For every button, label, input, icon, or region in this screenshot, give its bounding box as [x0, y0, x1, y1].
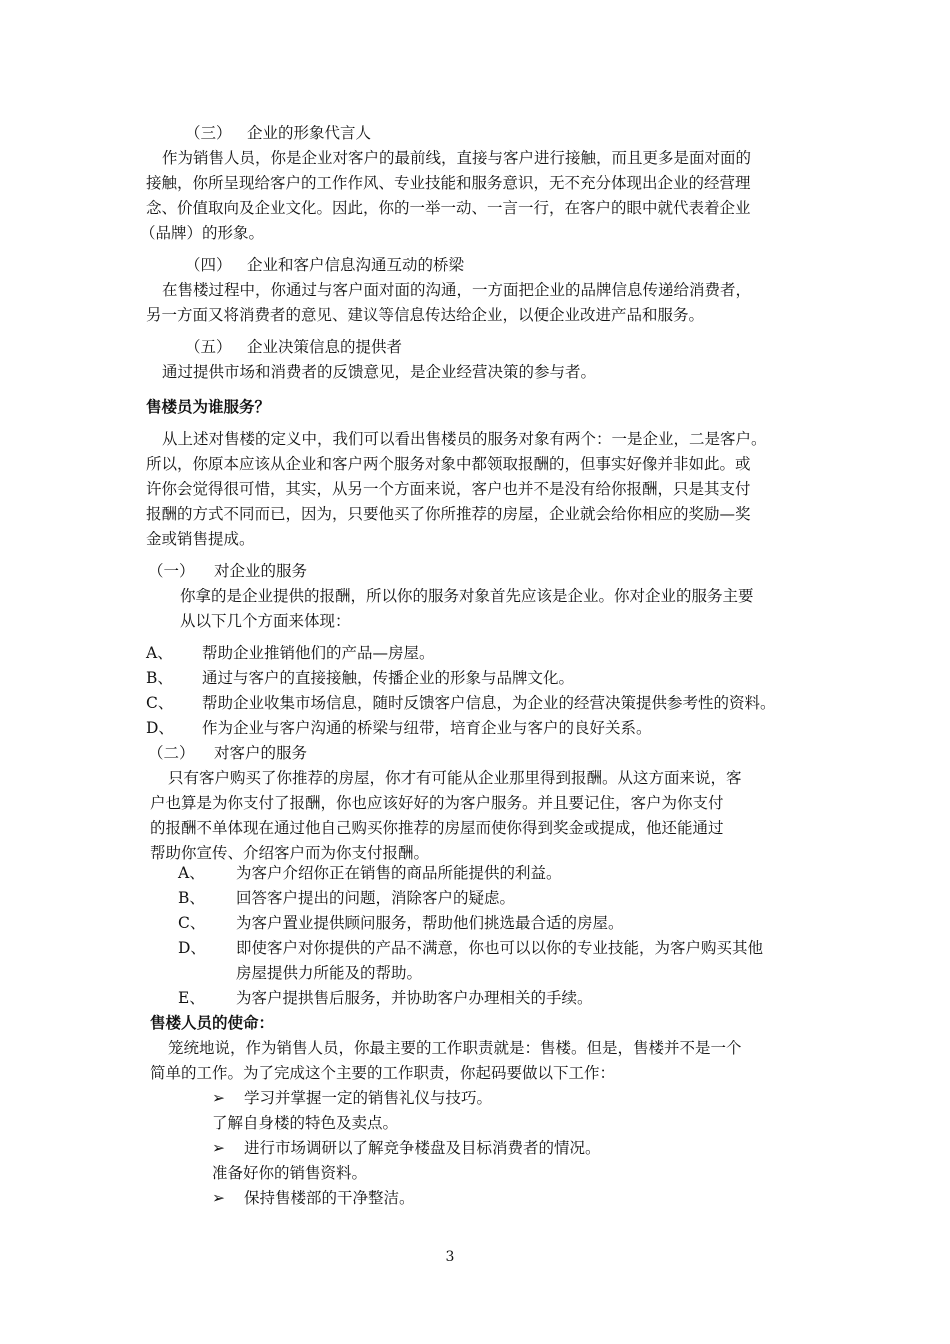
section-number: （二）	[148, 744, 195, 762]
bullet-text: 保持售楼部的干净整洁。	[244, 1189, 415, 1207]
bullet-text: 准备好你的销售资料。	[212, 1164, 368, 1182]
paragraph-line: 报酬的方式不同而已，因为，只要他买了你所推荐的房屋，企业就会给你相应的奖励—奖	[146, 505, 751, 523]
bullet-text: 了解自身楼的特色及卖点。	[212, 1114, 399, 1132]
paragraph-line: 通过提供市场和消费者的反馈意见，是企业经营决策的参与者。	[162, 363, 597, 381]
section-title: 企业的形象代言人	[247, 124, 372, 142]
section-title: 企业决策信息的提供者	[247, 338, 403, 356]
paragraph-line: 的报酬不单体现在通过他自己购买你推荐的房屋而使你得到奖金或提成，他还能通过	[150, 819, 724, 837]
list-text: 帮助企业收集市场信息，随时反馈客户信息，为企业的经营决策提供参考性的资料。	[202, 694, 776, 712]
bullet-text: 学习并掌握一定的销售礼仪与技巧。	[244, 1089, 493, 1107]
list-marker: B、	[146, 669, 173, 687]
list-marker: C、	[178, 914, 206, 932]
section-title: 对客户的服务	[214, 744, 308, 762]
arrow-bullet-icon: ➢	[212, 1189, 225, 1207]
list-text: 房屋提供力所能及的帮助。	[236, 964, 423, 982]
section-number: （四）	[185, 256, 232, 274]
paragraph-line: 从上述对售楼的定义中，我们可以看出售楼员的服务对象有两个：一是企业，二是客户。	[162, 430, 767, 448]
list-text: 为客户置业提供顾问服务，帮助他们挑选最合适的房屋。	[236, 914, 624, 932]
paragraph-line: 作为销售人员，你是企业对客户的最前线，直接与客户进行接触，而且更多是面对面的	[162, 149, 752, 167]
list-marker: E、	[178, 989, 205, 1007]
section-heading	[185, 254, 464, 276]
list-text: 为客户提拱售后服务，并协助客户办理相关的手续。	[236, 989, 593, 1007]
list-item	[178, 987, 593, 1009]
list-item	[178, 912, 624, 934]
paragraph-line: 接触，你所呈现给客户的工作作风、专业技能和服务意识，无不充分体现出企业的经营理	[146, 174, 751, 192]
bullet-item	[212, 1187, 415, 1209]
list-item-continuation	[178, 962, 422, 984]
list-marker: C、	[146, 694, 174, 712]
list-marker: A、	[178, 864, 205, 882]
section-heading	[148, 742, 307, 764]
heading-mission: 售楼人员的使命：	[150, 1013, 275, 1032]
section-number: （三）	[185, 124, 232, 142]
section-number: （一）	[148, 562, 195, 580]
heading-who-to-serve: 售楼员为谁服务？	[146, 397, 271, 416]
list-text: 通过与客户的直接接触，传播企业的形象与品牌文化。	[202, 669, 575, 687]
paragraph-line: 许你会觉得很可惜，其实，从另一个方面来说，客户也并不是没有给你报酬，只是其支付	[146, 480, 751, 498]
list-marker: A、	[146, 644, 173, 662]
paragraph-line: 另一方面又将消费者的意见、建议等信息传达给企业，以便企业改进产品和服务。	[146, 306, 705, 324]
bullet-item	[212, 1112, 398, 1134]
paragraph-line: 金或销售提成。	[146, 530, 255, 548]
paragraph-line: 从以下几个方面来体现：	[180, 612, 351, 630]
section-title: 企业和客户信息沟通互动的桥梁	[247, 256, 465, 274]
list-marker: D、	[178, 939, 206, 957]
section-number: （五）	[185, 338, 232, 356]
section-heading	[148, 560, 307, 582]
list-item	[146, 717, 652, 739]
paragraph-line: 户也算是为你支付了报酬，你也应该好好的为客户服务。并且要记住，客户为你支付	[150, 794, 724, 812]
list-text: 为客户介绍你正在销售的商品所能提供的利益。	[236, 864, 562, 882]
list-marker: D、	[146, 719, 174, 737]
paragraph-line: 简单的工作。为了完成这个主要的工作职责，你起码要做以下工作：	[150, 1064, 616, 1082]
paragraph-line: 你拿的是企业提供的报酬，所以你的服务对象首先应该是企业。你对企业的服务主要	[180, 587, 754, 605]
paragraph-line: 只有客户购买了你推荐的房屋，你才有可能从企业那里得到报酬。从这方面来说，客	[168, 769, 742, 787]
bullet-item	[212, 1137, 601, 1159]
list-item	[178, 862, 562, 884]
paragraph-line: 念、价值取向及企业文化。因此，你的一举一动、一言一行，在客户的眼中就代表着企业	[146, 199, 751, 217]
arrow-bullet-icon: ➢	[212, 1139, 225, 1157]
list-item	[178, 887, 515, 909]
page-number: 3	[445, 1249, 455, 1265]
paragraph-line: 所以，你原本应该从企业和客户两个服务对象中都领取报酬的，但事实好像并非如此。或	[146, 455, 751, 473]
paragraph-line: （品牌）的形象。	[140, 224, 265, 242]
section-heading	[185, 122, 371, 144]
bullet-item	[212, 1162, 367, 1184]
section-heading	[185, 336, 402, 358]
list-item	[146, 642, 435, 664]
paragraph-line: 笼统地说，作为销售人员，你最主要的工作职责就是：售楼。但是，售楼并不是一个	[168, 1039, 742, 1057]
list-item	[178, 937, 763, 959]
section-title: 对企业的服务	[214, 562, 308, 580]
list-text: 作为企业与客户沟通的桥梁与纽带，培育企业与客户的良好关系。	[202, 719, 652, 737]
list-text: 回答客户提出的问题，消除客户的疑虑。	[236, 889, 516, 907]
list-item	[146, 667, 574, 689]
arrow-bullet-icon: ➢	[212, 1089, 225, 1107]
bullet-text: 进行市场调研以了解竞争楼盘及目标消费者的情况。	[244, 1139, 601, 1157]
list-text: 即使客户对你提供的产品不满意，你也可以以你的专业技能，为客户购买其他	[236, 939, 764, 957]
paragraph-line: 在售楼过程中，你通过与客户面对面的沟通，一方面把企业的品牌信息传递给消费者，	[162, 281, 752, 299]
paragraph-line: 帮助你宣传、介绍客户而为你支付报酬。	[150, 844, 430, 862]
list-marker: B、	[178, 889, 205, 907]
list-text: 帮助企业推销他们的产品—房屋。	[202, 644, 435, 662]
bullet-item	[212, 1087, 492, 1109]
list-item	[146, 692, 776, 714]
